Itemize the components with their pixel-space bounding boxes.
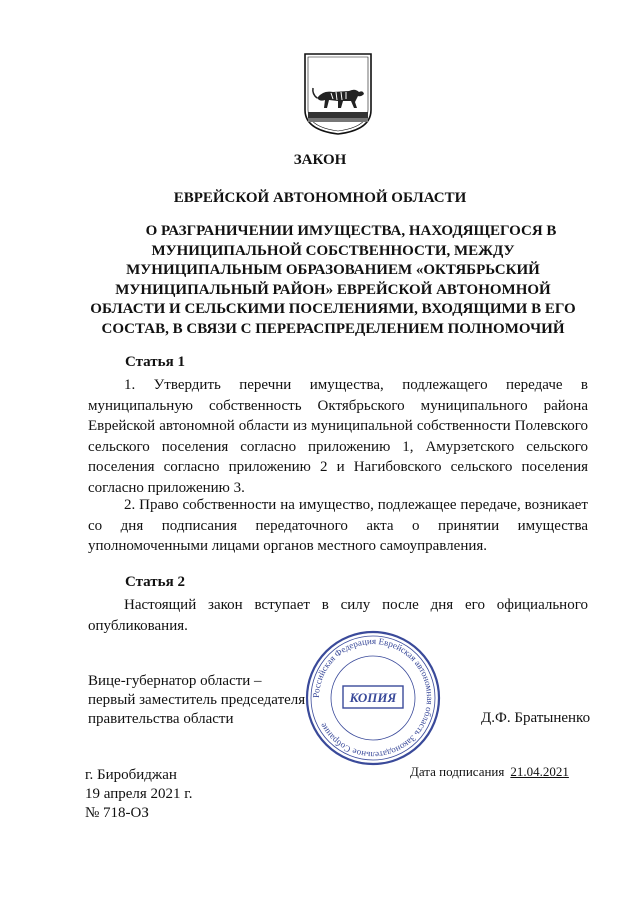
- law-number: № 718-ОЗ: [85, 805, 149, 821]
- signing-date-value: 21.04.2021: [510, 764, 569, 779]
- subject-line: О РАЗГРАНИЧЕНИИ ИМУЩЕСТВА, НАХОДЯЩЕГОСЯ В: [145, 223, 557, 239]
- subject-line: ОБЛАСТИ И СЕЛЬСКИМИ ПОСЕЛЕНИЯМИ, ВХОДЯЩИМИ В ЕГО: [90, 301, 576, 317]
- position-line: первый заместитель председателя: [88, 692, 306, 708]
- subject-line: МУНИЦИПАЛЬНОЙ СОБСТВЕННОСТИ, МЕЖДУ: [151, 242, 515, 259]
- signing-date-label: Дата подписания: [410, 764, 505, 779]
- signatory-name: Д.Ф. Братыненко: [481, 710, 591, 726]
- subject-line: МУНИЦИПАЛЬНЫМ ОБРАЗОВАНИЕМ «ОКТЯБРЬСКИЙ: [126, 262, 540, 278]
- law-subject: [88, 222, 578, 339]
- subject-line: МУНИЦИПАЛЬНЫЙ РАЙОН» ЕВРЕЙСКОЙ АВТОНОМНОЙ: [115, 281, 551, 298]
- position-line: Вице-губернатор области –: [88, 673, 262, 689]
- document-type: ЗАКОН: [293, 152, 347, 168]
- signing-date-block: [410, 764, 569, 780]
- date-line: 19 апреля 2021 г.: [85, 786, 193, 802]
- article-2-paragraph-1: Настоящий закон вступает в силу после дня его официального опубликования.: [88, 597, 588, 634]
- article-1-heading: Статья 1: [125, 354, 185, 370]
- subject-line: СОСТАВ, В СВЯЗИ С ПЕРЕРАСПРЕДЕЛЕНИЕМ ПОЛНОМОЧИЙ: [101, 320, 565, 337]
- signatory-position: [88, 672, 338, 729]
- tiger-coat-of-arms-icon: [303, 52, 373, 136]
- position-line: правительства области: [88, 711, 234, 727]
- place-date-number: [85, 766, 193, 823]
- article-1-paragraph-2: 2. Право собственности на имущество, подлежащее передаче, возникает со дня подписания передаточного акта о принятии имущества уполномоченными лицами органов местного самоуправления.: [88, 497, 588, 554]
- seal-center-text: КОПИЯ: [349, 690, 397, 705]
- article-1-paragraph-1: 1. Утвердить перечни имущества, подлежащего передаче в муниципальную собственность Октябрьского муниципального района Еврейской автономной области из муниципальной собственности Полевского сельского поселения согласно приложению 1, Амурзетского сельского поселения согласно приложению 2 и Нагибовского сельского поселения согласно приложению 3.: [88, 377, 588, 496]
- article-2-heading: Статья 2: [125, 574, 185, 590]
- place-line: г. Биробиджан: [85, 767, 177, 783]
- seal-ring-text: Российская Федерация Еврейская автономная область Законодательное Собрание: [310, 635, 436, 761]
- issuer-name: ЕВРЕЙСКОЙ АВТОНОМНОЙ ОБЛАСТИ: [173, 190, 467, 206]
